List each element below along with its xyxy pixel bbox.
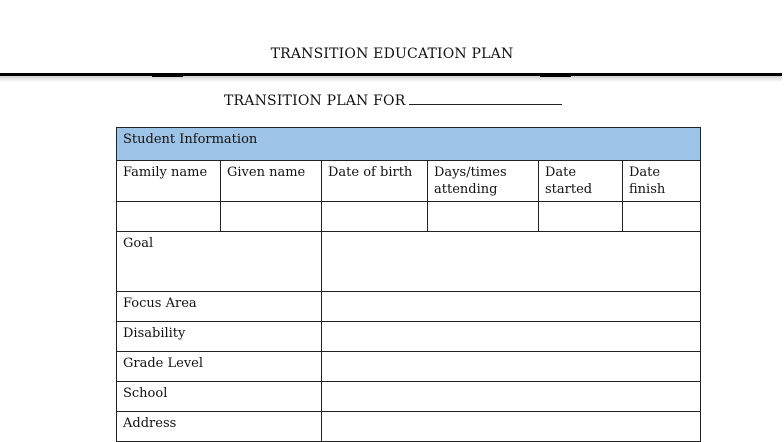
header-rule-notch-right [540, 76, 571, 77]
grade-level-label: Grade Level [117, 352, 322, 382]
address-input-cell[interactable] [322, 412, 701, 442]
date-started-input-cell[interactable] [539, 202, 623, 232]
school-input-cell[interactable] [322, 382, 701, 412]
focus-area-label: Focus Area [117, 292, 322, 322]
disability-row [117, 322, 701, 352]
section-header-cell: Student Information [117, 128, 701, 161]
plan-for-name-blank[interactable] [409, 92, 562, 105]
grade-level-row [117, 352, 701, 382]
family-name-input-cell[interactable] [117, 202, 221, 232]
focus-area-input-cell[interactable] [322, 292, 701, 322]
disability-label: Disability [117, 322, 322, 352]
section-header-row [117, 128, 701, 161]
focus-area-row [117, 292, 701, 322]
disability-input-cell[interactable] [322, 322, 701, 352]
date-finish-input-cell[interactable] [623, 202, 701, 232]
document-title: TRANSITION EDUCATION PLAN [270, 46, 514, 62]
goal-row [117, 232, 701, 292]
goal-input-cell[interactable] [322, 232, 701, 292]
column-header-family-name: Family name [117, 161, 221, 202]
header-rule-notch-left [152, 76, 183, 77]
address-row [117, 412, 701, 442]
plan-for-line [224, 92, 562, 109]
column-header-date-finish: Date finish [623, 161, 701, 202]
address-label: Address [117, 412, 322, 442]
column-header-date-of-birth: Date of birth [322, 161, 428, 202]
school-label: School [117, 382, 322, 412]
days-times-attending-input-cell[interactable] [428, 202, 539, 232]
student-info-table [116, 127, 701, 442]
grade-level-input-cell[interactable] [322, 352, 701, 382]
given-name-input-cell[interactable] [221, 202, 322, 232]
student-entry-row [117, 202, 701, 232]
date-of-birth-input-cell[interactable] [322, 202, 428, 232]
column-header-date-started: Date started [539, 161, 623, 202]
plan-for-label: TRANSITION PLAN FOR [224, 93, 406, 109]
goal-label: Goal [117, 232, 322, 292]
column-header-row [117, 161, 701, 202]
column-header-days-times-attending: Days/times attending [428, 161, 539, 202]
column-header-given-name: Given name [221, 161, 322, 202]
header-rule-shadow [0, 76, 782, 82]
school-row [117, 382, 701, 412]
